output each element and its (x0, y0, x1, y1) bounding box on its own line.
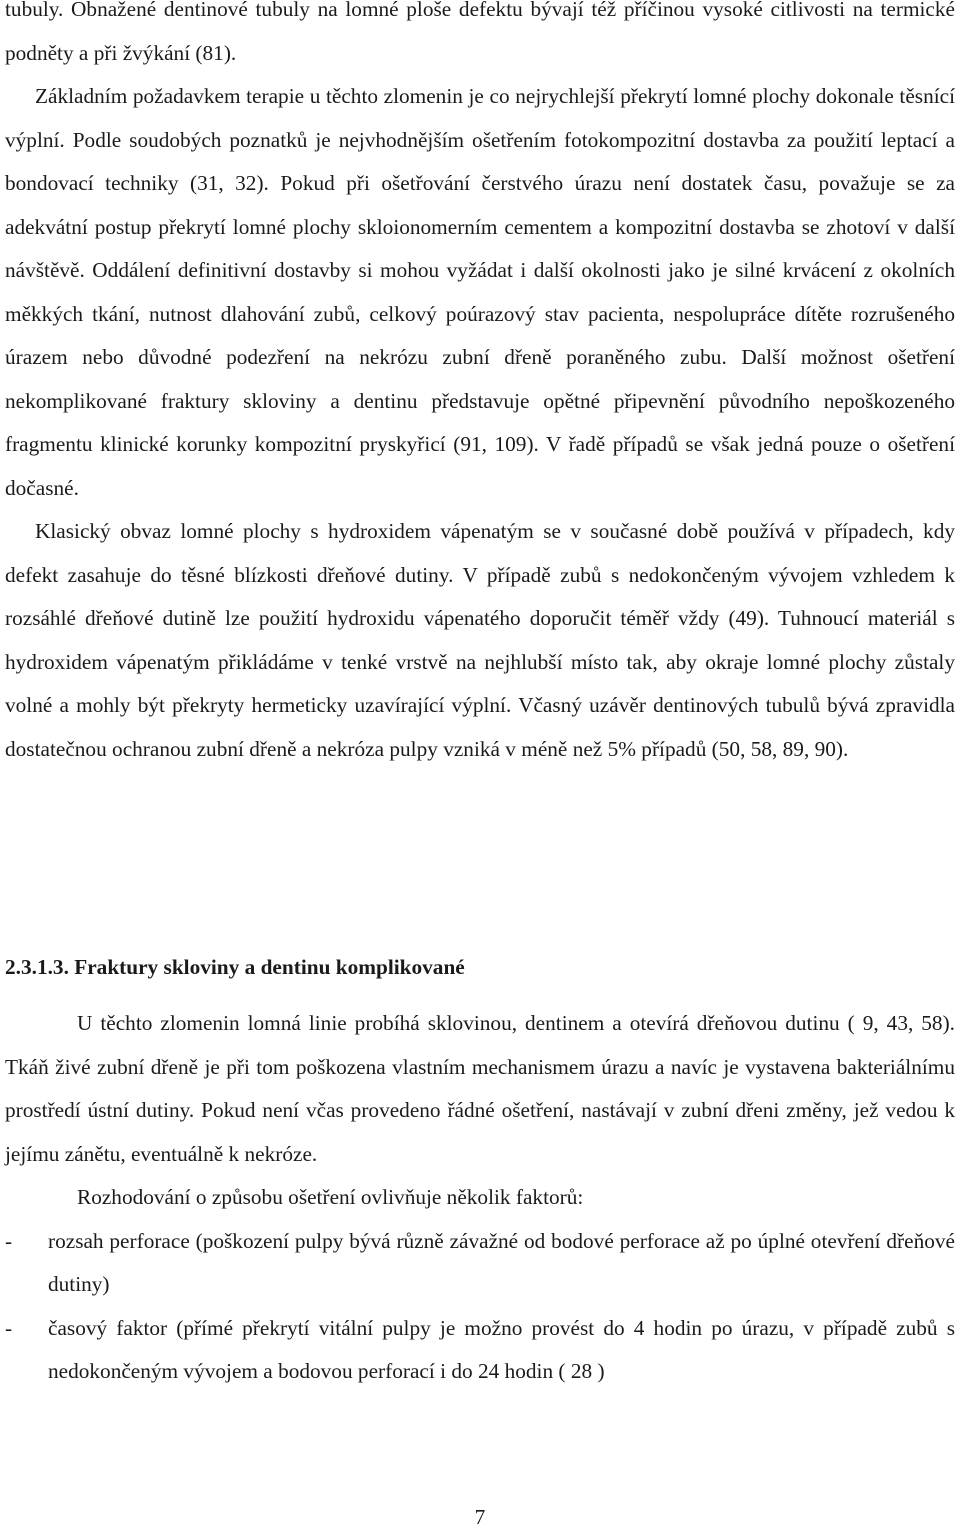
paragraph-factors-intro: Rozhodování o způsobu ošetření ovlivňuje několik faktorů: (77, 1185, 584, 1209)
list-item (5, 1220, 955, 1307)
paragraph-calcium-hydroxide: Klasický obvaz lomné plochy s hydroxidem vápenatým se v současné době používá v případech, kdy defekt zasahuje do těsné blízkosti dřeňové dutiny. V případě zubů s nedokončeným vývojem vzhledem k rozsáhlé dřeňové dutině lze použití hydroxidu vápenatého doporučit téměř vždy (49). Tuhnoucí materiál s hydroxidem vápenatým přikládáme v tenké vrstvě na nejhlubší místo tak, aby okraje lomné plochy zůstaly volné a mohly být překryty hermeticky uzavírající výplní. Včasný uzávěr dentinových tubulů bývá zpravidla dostatečnou ochranou zubní dřeně a nekróza pulpy vzniká v méně než 5% případů (50, 58, 89, 90). (5, 519, 955, 761)
paragraph-treatment: Základním požadavkem terapie u těchto zlomenin je co nejrychlejší překrytí lomné plochy dokonale těsnící výplní. Podle soudobých poznatků je nejvhodnějším ošetřením fotokompozitní dostavba za použití leptací a bondovací techniky (31, 32). Pokud při ošetřování čerstvého úrazu není dostatek času, považuje se za adekvátní postup překrytí lomné plochy skloionomerním cementem a kompozitní dostavba se zhotoví v další návštěvě. Oddálení definitivní dostavby si mohou vyžádat i další okolnosti jako je silné krvácení z okolních měkkých tkání, nutnost dlahování zubů, celkový poúrazový stav pacienta, nespolupráce dítěte rozrušeného úrazem nebo důvodné podezření na nekrózu zubní dřeně poraněného zubu. Další možnost ošetření nekomplikované fraktury skloviny a dentinu představuje opětné připevnění původního nepoškozeného fragmentu klinické korunky kompozitní pryskyřicí (91, 109). V řadě případů se však jedná pouze o ošetření dočasné. (5, 84, 955, 500)
paragraph-complicated-fractures: U těchto zlomenin lomná linie probíhá sklovinou, dentinem a otevírá dřeňovou dutinu ( 9, 43, 58). Tkáň živé zubní dřeně je při tom poškozena vlastním mechanismem úrazu a navíc je vystavena bakteriálnímu prostředí ústní dutiny. Pokud není včas provedeno řádné ošetření, nastávají v zubní dřeni změny, jež vedou k jejímu zánětu, eventuálně k nekróze. (5, 1011, 955, 1166)
section-heading: 2.3.1.3. Fraktury skloviny a dentinu komplikované (5, 955, 465, 979)
list-item-text: časový faktor (přímé překrytí vitální pulpy je možno provést do 4 hodin po úrazu, v případě zubů s nedokončeným vývojem a bodovou perforací i do 24 hodin ( 28 ) (48, 1315, 955, 1383)
page-number: 7 (474, 1505, 486, 1529)
list-dash: - (5, 1228, 13, 1253)
list-item-text: rozsah perforace (poškození pulpy bývá různě závažné od bodové perforace až po úplné otevření dřeňové dutiny) (48, 1228, 955, 1296)
section-body (5, 1002, 955, 1394)
list-item (5, 1307, 955, 1394)
body-text (5, 0, 955, 771)
paragraph-continuation: tubuly. Obnažené dentinové tubuly na lomné ploše defektu bývají též příčinou vysoké citlivosti na termické podněty a při žvýkání (81). (5, 0, 955, 65)
list-dash: - (5, 1315, 13, 1340)
